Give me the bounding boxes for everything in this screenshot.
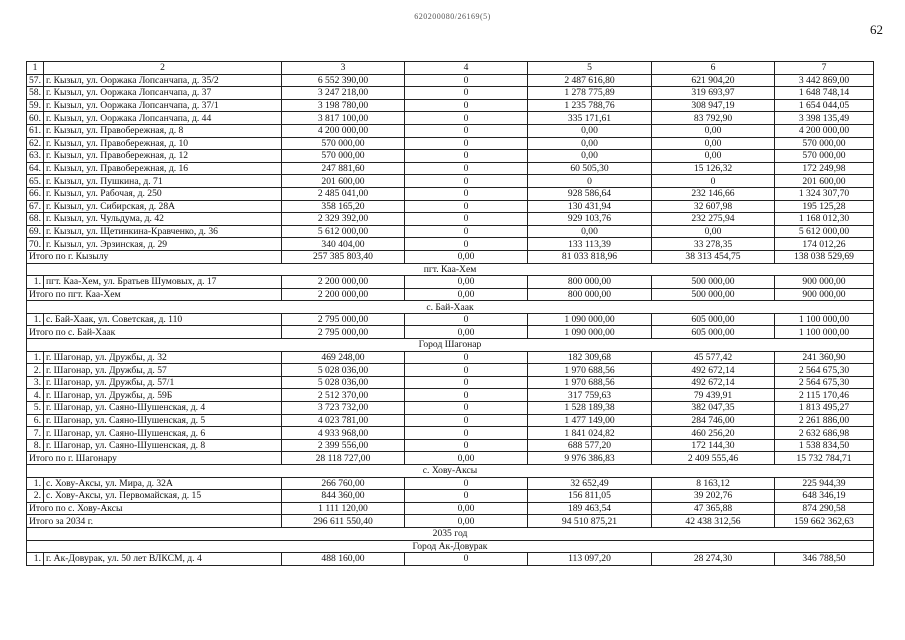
total-value-cell: 94 510 875,21: [528, 515, 652, 528]
address-cell: г. Шагонар, ул. Саяно-Шушенская, д. 5: [44, 414, 282, 427]
value-cell: 346 788,50: [775, 553, 874, 566]
row-number: 64.: [27, 162, 44, 175]
total-value-cell: 42 438 312,56: [652, 515, 775, 528]
table-row: [27, 402, 874, 415]
value-cell: 570 000,00: [775, 137, 874, 150]
table-row: [27, 553, 874, 566]
address-cell: с. Бай-Хаак, ул. Советская, д. 110: [44, 313, 282, 326]
value-cell: 172 144,30: [652, 439, 775, 452]
total-value-cell: 47 365,88: [652, 502, 775, 515]
section-header-row: [27, 339, 874, 352]
table-row: [27, 276, 874, 289]
value-cell: 0: [405, 74, 528, 87]
value-cell: 2 329 392,00: [282, 213, 405, 226]
total-value-cell: 1 090 000,00: [528, 326, 652, 339]
value-cell: 2 200 000,00: [282, 276, 405, 289]
row-number: 66.: [27, 187, 44, 200]
table-row: [27, 477, 874, 490]
value-cell: 0,00: [528, 225, 652, 238]
value-cell: 0: [405, 175, 528, 188]
value-cell: 0: [528, 175, 652, 188]
value-cell: 2 485 041,00: [282, 187, 405, 200]
row-number: 3.: [27, 376, 44, 389]
total-value-cell: 605 000,00: [652, 326, 775, 339]
table-row: [27, 238, 874, 251]
value-cell: 335 171,61: [528, 112, 652, 125]
value-cell: 5 028 036,00: [282, 376, 405, 389]
address-cell: г. Кызыл, ул. Пушкина, д. 71: [44, 175, 282, 188]
total-value-cell: 800 000,00: [528, 288, 652, 301]
total-value-cell: 38 313 454,75: [652, 250, 775, 263]
value-cell: 3 398 135,49: [775, 112, 874, 125]
value-cell: 225 944,39: [775, 477, 874, 490]
column-header: 5: [528, 62, 652, 75]
value-cell: 3 247 218,00: [282, 87, 405, 100]
table-row: [27, 175, 874, 188]
address-cell: г. Шагонар, ул. Саяно-Шушенская, д. 4: [44, 402, 282, 415]
value-cell: 130 431,94: [528, 200, 652, 213]
total-label: Итого за 2034 г.: [27, 515, 282, 528]
total-value-cell: 1 111 120,00: [282, 502, 405, 515]
section-title: с. Бай-Хаак: [27, 301, 874, 314]
value-cell: 2 632 686,98: [775, 427, 874, 440]
row-number: 58.: [27, 87, 44, 100]
table-row: [27, 427, 874, 440]
address-cell: г. Кызыл, ул. Ооржака Лопсанчапа, д. 44: [44, 112, 282, 125]
value-cell: 0: [405, 351, 528, 364]
value-cell: 201 600,00: [282, 175, 405, 188]
value-cell: 0: [405, 389, 528, 402]
value-cell: 4 023 781,00: [282, 414, 405, 427]
column-header: 7: [775, 62, 874, 75]
value-cell: 0: [405, 124, 528, 137]
section-header-row: [27, 465, 874, 478]
value-cell: 172 249,98: [775, 162, 874, 175]
row-number: 62.: [27, 137, 44, 150]
value-cell: 3 198 780,00: [282, 99, 405, 112]
row-number: 61.: [27, 124, 44, 137]
section-title: Город Ак-Довурак: [27, 540, 874, 553]
value-cell: 0: [405, 200, 528, 213]
value-cell: 0: [405, 87, 528, 100]
value-cell: 3 723 732,00: [282, 402, 405, 415]
address-cell: с. Хову-Аксы, ул. Первомайская, д. 15: [44, 490, 282, 503]
address-cell: г. Кызыл, ул. Правобережная, д. 12: [44, 150, 282, 163]
total-value-cell: 0,00: [405, 250, 528, 263]
row-number: 59.: [27, 99, 44, 112]
page-number: 62: [870, 22, 883, 37]
address-cell: г. Шагонар, ул. Саяно-Шушенская, д. 8: [44, 439, 282, 452]
table-row: [27, 187, 874, 200]
value-cell: 0: [405, 490, 528, 503]
value-cell: 0,00: [528, 150, 652, 163]
value-cell: 4 200 000,00: [775, 124, 874, 137]
value-cell: 39 202,76: [652, 490, 775, 503]
value-cell: 1 528 189,38: [528, 402, 652, 415]
value-cell: 0,00: [652, 137, 775, 150]
value-cell: 5 028 036,00: [282, 364, 405, 377]
row-number: 69.: [27, 225, 44, 238]
address-cell: г. Кызыл, ул. Ооржака Лопсанчапа, д. 37: [44, 87, 282, 100]
total-row: [27, 515, 874, 528]
value-cell: 800 000,00: [528, 276, 652, 289]
value-cell: 621 904,20: [652, 74, 775, 87]
total-value-cell: 0,00: [405, 452, 528, 465]
value-cell: 0,00: [652, 124, 775, 137]
table-row: [27, 389, 874, 402]
value-cell: 488 160,00: [282, 553, 405, 566]
value-cell: 1 538 834,50: [775, 439, 874, 452]
value-cell: 460 256,20: [652, 427, 775, 440]
row-number: 1.: [27, 313, 44, 326]
value-cell: 0: [405, 150, 528, 163]
value-cell: 0: [405, 402, 528, 415]
value-cell: 284 746,00: [652, 414, 775, 427]
row-number: 6.: [27, 414, 44, 427]
total-label: Итого по г. Шагонару: [27, 452, 282, 465]
value-cell: 0: [405, 477, 528, 490]
address-cell: г. Кызыл, ул. Чульдума, д. 42: [44, 213, 282, 226]
total-value-cell: 15 732 784,71: [775, 452, 874, 465]
value-cell: 469 248,00: [282, 351, 405, 364]
value-cell: 0: [405, 112, 528, 125]
value-cell: 1 477 149,00: [528, 414, 652, 427]
value-cell: 1 654 044,05: [775, 99, 874, 112]
total-value-cell: 2 200 000,00: [282, 288, 405, 301]
row-number: 8.: [27, 439, 44, 452]
section-header-row: [27, 263, 874, 276]
total-value-cell: 1 100 000,00: [775, 326, 874, 339]
value-cell: 1 648 748,14: [775, 87, 874, 100]
value-cell: 929 103,76: [528, 213, 652, 226]
table-row: [27, 137, 874, 150]
total-value-cell: 0,00: [405, 515, 528, 528]
value-cell: 3 442 869,00: [775, 74, 874, 87]
row-number: 68.: [27, 213, 44, 226]
total-value-cell: 0,00: [405, 326, 528, 339]
row-number: 1.: [27, 276, 44, 289]
table-row: [27, 150, 874, 163]
row-number: 67.: [27, 200, 44, 213]
value-cell: 0: [405, 439, 528, 452]
value-cell: 0: [405, 213, 528, 226]
section-title: Город Шагонар: [27, 339, 874, 352]
total-label: Итого по пгт. Каа-Хем: [27, 288, 282, 301]
table-row: [27, 439, 874, 452]
table-row: [27, 351, 874, 364]
section-title: пгт. Каа-Хем: [27, 263, 874, 276]
address-cell: г. Кызыл, ул. Рабочая, д. 250: [44, 187, 282, 200]
column-header: 1: [27, 62, 44, 75]
value-cell: 32 652,49: [528, 477, 652, 490]
value-cell: 340 404,00: [282, 238, 405, 251]
row-number: 1.: [27, 477, 44, 490]
table-row: [27, 364, 874, 377]
value-cell: 605 000,00: [652, 313, 775, 326]
value-cell: 0: [405, 427, 528, 440]
value-cell: 0: [405, 162, 528, 175]
table-row: [27, 200, 874, 213]
address-cell: г. Кызыл, ул. Правобережная, д. 16: [44, 162, 282, 175]
value-cell: 0,00: [528, 137, 652, 150]
total-value-cell: 9 976 386,83: [528, 452, 652, 465]
value-cell: 308 947,19: [652, 99, 775, 112]
value-cell: 0: [405, 238, 528, 251]
value-cell: 2 564 675,30: [775, 376, 874, 389]
value-cell: 0: [405, 376, 528, 389]
table-row: [27, 313, 874, 326]
column-header: 6: [652, 62, 775, 75]
document-code: 620200080/26169(5): [414, 12, 491, 21]
address-cell: г. Шагонар, ул. Дружбы, д. 32: [44, 351, 282, 364]
address-cell: г. Кызыл, ул. Ооржака Лопсанчапа, д. 35/2: [44, 74, 282, 87]
budget-table: [26, 61, 874, 566]
value-cell: 382 047,35: [652, 402, 775, 415]
row-number: 5.: [27, 402, 44, 415]
total-row: [27, 326, 874, 339]
value-cell: 492 672,14: [652, 364, 775, 377]
total-value-cell: 257 385 803,40: [282, 250, 405, 263]
total-value-cell: 2 795 000,00: [282, 326, 405, 339]
address-cell: пгт. Каа-Хем, ул. Братьев Шумовых, д. 17: [44, 276, 282, 289]
value-cell: 4 933 968,00: [282, 427, 405, 440]
value-cell: 182 309,68: [528, 351, 652, 364]
total-value-cell: 874 290,58: [775, 502, 874, 515]
row-number: 60.: [27, 112, 44, 125]
table-row: [27, 124, 874, 137]
table-row: [27, 74, 874, 87]
total-row: [27, 452, 874, 465]
table-row: [27, 414, 874, 427]
value-cell: 79 439,91: [652, 389, 775, 402]
value-cell: 358 165,20: [282, 200, 405, 213]
address-cell: г. Кызыл, ул. Ооржака Лопсанчапа, д. 37/1: [44, 99, 282, 112]
table-header-row: [27, 62, 874, 75]
address-cell: г. Кызыл, ул. Правобережная, д. 10: [44, 137, 282, 150]
table-row: [27, 225, 874, 238]
value-cell: 5 612 000,00: [775, 225, 874, 238]
total-value-cell: 0,00: [405, 502, 528, 515]
total-label: Итого по г. Кызылу: [27, 250, 282, 263]
value-cell: 2 399 556,00: [282, 439, 405, 452]
address-cell: г. Шагонар, ул. Саяно-Шушенская, д. 6: [44, 427, 282, 440]
value-cell: 0: [405, 313, 528, 326]
value-cell: 83 792,90: [652, 112, 775, 125]
value-cell: 1 235 788,76: [528, 99, 652, 112]
column-header: 2: [44, 62, 282, 75]
row-number: 7.: [27, 427, 44, 440]
value-cell: 688 577,20: [528, 439, 652, 452]
address-cell: г. Кызыл, ул. Щетинкина-Кравченко, д. 36: [44, 225, 282, 238]
section-header-row: [27, 540, 874, 553]
value-cell: 241 360,90: [775, 351, 874, 364]
value-cell: 648 346,19: [775, 490, 874, 503]
value-cell: 570 000,00: [282, 137, 405, 150]
row-number: 63.: [27, 150, 44, 163]
value-cell: 0,00: [528, 124, 652, 137]
table-row: [27, 213, 874, 226]
row-number: 2.: [27, 490, 44, 503]
value-cell: 4 200 000,00: [282, 124, 405, 137]
value-cell: 500 000,00: [652, 276, 775, 289]
section-title: 2035 год: [27, 527, 874, 540]
section-header-row: [27, 301, 874, 314]
value-cell: 0,00: [405, 276, 528, 289]
value-cell: 266 760,00: [282, 477, 405, 490]
address-cell: г. Шагонар, ул. Дружбы, д. 57/1: [44, 376, 282, 389]
section-header-row: [27, 527, 874, 540]
total-row: [27, 502, 874, 515]
value-cell: 0: [405, 187, 528, 200]
value-cell: 2 115 170,46: [775, 389, 874, 402]
value-cell: 0: [405, 99, 528, 112]
value-cell: 2 564 675,30: [775, 364, 874, 377]
total-value-cell: 0,00: [405, 288, 528, 301]
section-title: с. Хову-Аксы: [27, 465, 874, 478]
value-cell: 156 811,05: [528, 490, 652, 503]
total-value-cell: 138 038 529,69: [775, 250, 874, 263]
value-cell: 133 113,39: [528, 238, 652, 251]
value-cell: 32 607,98: [652, 200, 775, 213]
value-cell: 1 090 000,00: [528, 313, 652, 326]
value-cell: 0: [652, 175, 775, 188]
value-cell: 1 970 688,56: [528, 376, 652, 389]
value-cell: 232 275,94: [652, 213, 775, 226]
table-row: [27, 162, 874, 175]
total-value-cell: 900 000,00: [775, 288, 874, 301]
address-cell: г. Шагонар, ул. Дружбы, д. 59Б: [44, 389, 282, 402]
total-label: Итого по с. Бай-Хаак: [27, 326, 282, 339]
value-cell: 3 817 100,00: [282, 112, 405, 125]
total-row: [27, 250, 874, 263]
row-number: 57.: [27, 74, 44, 87]
table-row: [27, 112, 874, 125]
address-cell: г. Кызыл, ул. Правобережная, д. 8: [44, 124, 282, 137]
total-value-cell: 189 463,54: [528, 502, 652, 515]
value-cell: 0: [405, 137, 528, 150]
total-value-cell: 296 611 550,40: [282, 515, 405, 528]
row-number: 65.: [27, 175, 44, 188]
value-cell: 45 577,42: [652, 351, 775, 364]
value-cell: 1 970 688,56: [528, 364, 652, 377]
value-cell: 0: [405, 364, 528, 377]
address-cell: г. Шагонар, ул. Дружбы, д. 57: [44, 364, 282, 377]
total-value-cell: 2 409 555,46: [652, 452, 775, 465]
total-value-cell: 159 662 362,63: [775, 515, 874, 528]
value-cell: 8 163,12: [652, 477, 775, 490]
value-cell: 232 146,66: [652, 187, 775, 200]
value-cell: 492 672,14: [652, 376, 775, 389]
value-cell: 1 813 495,27: [775, 402, 874, 415]
value-cell: 1 278 775,89: [528, 87, 652, 100]
value-cell: 174 012,26: [775, 238, 874, 251]
column-header: 3: [282, 62, 405, 75]
address-cell: с. Хову-Аксы, ул. Мира, д. 32А: [44, 477, 282, 490]
value-cell: 900 000,00: [775, 276, 874, 289]
value-cell: 1 100 000,00: [775, 313, 874, 326]
value-cell: 1 841 024,82: [528, 427, 652, 440]
value-cell: 1 324 307,70: [775, 187, 874, 200]
value-cell: 28 274,30: [652, 553, 775, 566]
total-row: [27, 288, 874, 301]
row-number: 70.: [27, 238, 44, 251]
table-row: [27, 490, 874, 503]
total-value-cell: 81 033 818,96: [528, 250, 652, 263]
address-cell: г. Кызыл, ул. Сибирская, д. 28А: [44, 200, 282, 213]
column-header: 4: [405, 62, 528, 75]
value-cell: 60 505,30: [528, 162, 652, 175]
value-cell: 319 693,97: [652, 87, 775, 100]
total-value-cell: 500 000,00: [652, 288, 775, 301]
table-body: [27, 62, 874, 566]
value-cell: 0,00: [652, 150, 775, 163]
value-cell: 113 097,20: [528, 553, 652, 566]
row-number: 4.: [27, 389, 44, 402]
value-cell: 570 000,00: [775, 150, 874, 163]
row-number: 1.: [27, 553, 44, 566]
value-cell: 195 125,28: [775, 200, 874, 213]
value-cell: 0: [405, 553, 528, 566]
row-number: 2.: [27, 364, 44, 377]
value-cell: 0,00: [652, 225, 775, 238]
value-cell: 928 586,64: [528, 187, 652, 200]
value-cell: 570 000,00: [282, 150, 405, 163]
row-number: 1.: [27, 351, 44, 364]
value-cell: 247 881,60: [282, 162, 405, 175]
total-value-cell: 28 118 727,00: [282, 452, 405, 465]
table-row: [27, 99, 874, 112]
value-cell: 33 278,35: [652, 238, 775, 251]
value-cell: 0: [405, 414, 528, 427]
address-cell: г. Кызыл, ул. Эрзинская, д. 29: [44, 238, 282, 251]
value-cell: 317 759,63: [528, 389, 652, 402]
value-cell: 0: [405, 225, 528, 238]
table-row: [27, 376, 874, 389]
value-cell: 201 600,00: [775, 175, 874, 188]
total-label: Итого по с. Хову-Аксы: [27, 502, 282, 515]
value-cell: 2 487 616,80: [528, 74, 652, 87]
value-cell: 2 795 000,00: [282, 313, 405, 326]
value-cell: 6 552 390,00: [282, 74, 405, 87]
value-cell: 2 261 886,00: [775, 414, 874, 427]
value-cell: 2 512 370,00: [282, 389, 405, 402]
value-cell: 15 126,32: [652, 162, 775, 175]
address-cell: г. Ак-Довурак, ул. 50 лет ВЛКСМ, д. 4: [44, 553, 282, 566]
value-cell: 844 360,00: [282, 490, 405, 503]
table-row: [27, 87, 874, 100]
value-cell: 1 168 012,30: [775, 213, 874, 226]
value-cell: 5 612 000,00: [282, 225, 405, 238]
